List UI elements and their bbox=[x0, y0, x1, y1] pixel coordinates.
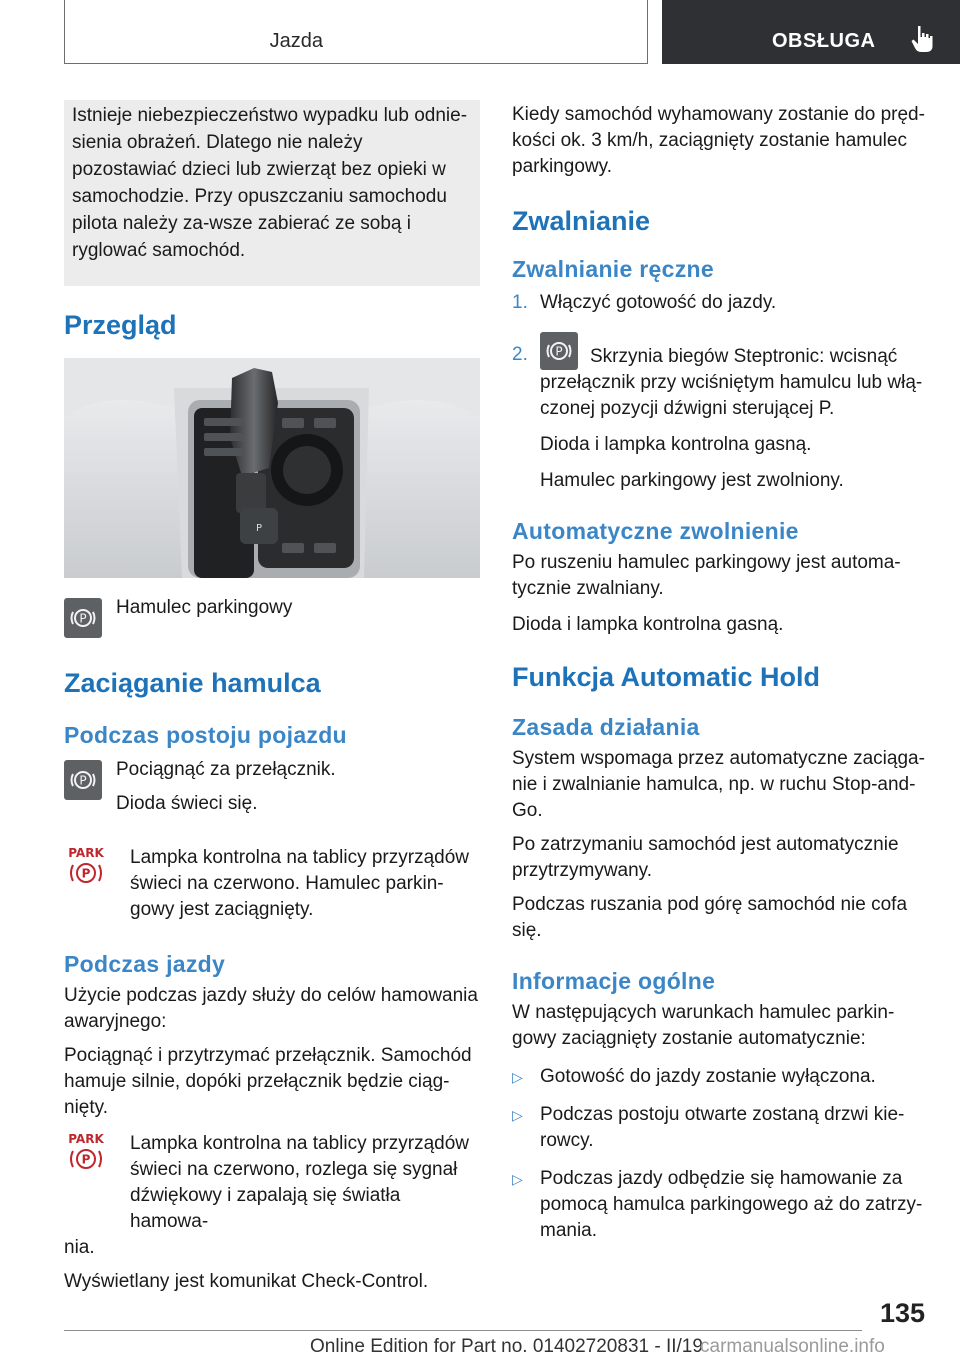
list-item-text: Podczas postoju otwarte zostaną drzwi kie-rowcy. bbox=[540, 1104, 905, 1151]
driving-indicator-continuation: nia. bbox=[64, 1237, 95, 1258]
section-title: Jazda bbox=[269, 30, 323, 52]
standstill-indicator-text: Lampka kontrolna na tablicy przyrządów świeci na czerwono. Hamulec parkin-gowy jest zaciągnięty. bbox=[130, 847, 470, 920]
svg-text:P: P bbox=[255, 523, 263, 534]
svg-text:PARK: PARK bbox=[68, 846, 104, 860]
apply-heading: Zaciąganie hamulca bbox=[64, 668, 321, 698]
tab-label: OBSŁUGA bbox=[772, 30, 876, 52]
manual-release-heading: Zwalnianie ręczne bbox=[512, 256, 714, 282]
auto-release-led-note: Dioda i lampka kontrolna gasną. bbox=[512, 614, 784, 635]
svg-text:P: P bbox=[81, 866, 91, 881]
svg-text:P: P bbox=[555, 344, 563, 359]
header-tab[interactable] bbox=[662, 0, 960, 64]
principle-text-1: System wspomaga przez automatyczne zaciąga-nie i zwalnianie hamulca, np. w ruchu Stop-and-Go. bbox=[512, 748, 925, 821]
footer-divider bbox=[64, 1330, 862, 1331]
standstill-indicator bbox=[64, 845, 480, 923]
bullet-icon: ▷ bbox=[512, 1171, 523, 1187]
parking-brake-switch-icon bbox=[540, 332, 578, 370]
svg-text:P: P bbox=[79, 773, 87, 788]
step-text: Włączyć gotowość do jazdy. bbox=[540, 292, 777, 313]
svg-text:P: P bbox=[81, 1152, 91, 1167]
parking-brake-switch-icon bbox=[64, 760, 102, 800]
pointing-hand-icon bbox=[909, 24, 935, 54]
principle-text-3: Podczas ruszania pod górę samochód nie cofa się. bbox=[512, 894, 908, 941]
list-item-text: Gotowość do jazdy zostanie wyłączona. bbox=[540, 1066, 876, 1087]
right-column bbox=[512, 100, 928, 1244]
list-item bbox=[512, 1102, 928, 1154]
left-column bbox=[64, 100, 480, 1295]
parking-brake-photo bbox=[64, 358, 480, 578]
driving-heading: Podczas jazdy bbox=[64, 951, 226, 977]
release-heading: Zwalnianie bbox=[512, 206, 651, 236]
step-number: 1. bbox=[512, 292, 528, 313]
watermark-text: carmanualsonline.info bbox=[700, 1336, 885, 1357]
page-number: 135 bbox=[880, 1298, 926, 1328]
overview-heading: Przegląd bbox=[64, 310, 177, 340]
principle-text-2: Po zatrzymaniu samochód jest automatycznie przytrzymywany. bbox=[512, 834, 899, 881]
step-text: Skrzynia biegów Steptronic: wcisnąć przełącznik przy wciśniętym hamulcu lub włą-czonej pozycji dźwigni sterującej P. bbox=[540, 346, 923, 419]
check-control-note: Wyświetlany jest komunikat Check-Control. bbox=[64, 1271, 429, 1292]
step-release-note: Hamulec parkingowy jest zwolniony. bbox=[540, 470, 844, 491]
park-warning-icon bbox=[64, 845, 118, 894]
photo-legend bbox=[64, 598, 480, 638]
console-illustration bbox=[64, 358, 480, 578]
step-number: 2. bbox=[512, 344, 528, 365]
standstill-heading: Podczas postoju pojazdu bbox=[64, 722, 347, 748]
park-warning-icon bbox=[64, 1131, 118, 1180]
manual-step-2 bbox=[512, 332, 928, 494]
warning-box bbox=[64, 100, 480, 286]
auto-release-heading: Automatyczne zwolnienie bbox=[512, 518, 799, 544]
warning-text: Istnieje niebezpieczeństwo wypadku lub odnie-sienia obrażeń. Dlatego nie należy pozostawiać dzieci lub zwierząt bez opieki w samochodzie. Przy opuszczaniu samochodu pilota należy za-wsze zabierać ze sobą i ryglować samochód. bbox=[72, 105, 468, 261]
step-led-note: Dioda i lampka kontrolna gasną. bbox=[540, 434, 812, 455]
driving-instruction: Pociągnąć i przytrzymać przełącznik. Samochód hamuje silnie, dopóki przełącznik będzie ciąg-nięty. bbox=[64, 1045, 472, 1118]
bullet-icon: ▷ bbox=[512, 1069, 523, 1085]
legend-text: Hamulec parkingowy bbox=[116, 597, 293, 618]
list-item-text: Podczas jazdy odbędzie się hamowanie za pomocą hamulca parkingowego aż do zatrzy-mania. bbox=[540, 1168, 923, 1241]
edition-text: Online Edition for Part no. 01402720831 - II/19 bbox=[310, 1336, 703, 1357]
manual-step-1 bbox=[512, 290, 928, 316]
list-item bbox=[512, 1064, 928, 1090]
standstill-instruction: Pociągnąć za przełącznik. bbox=[116, 759, 336, 780]
driving-intro: Użycie podczas jazdy służy do celów hamowania awaryjnego: bbox=[64, 985, 478, 1032]
parking-brake-switch-icon bbox=[64, 598, 102, 638]
standstill-step bbox=[64, 760, 480, 817]
driving-indicator bbox=[64, 1131, 480, 1235]
list-item bbox=[512, 1166, 928, 1244]
svg-text:P: P bbox=[79, 611, 87, 626]
svg-text:PARK: PARK bbox=[68, 1132, 104, 1146]
general-text: W następujących warunkach hamulec parkin-gowy zaciągnięty zostanie automatycznie: bbox=[512, 1002, 895, 1049]
header-frame bbox=[64, 0, 648, 64]
standstill-led-note: Dioda świeci się. bbox=[116, 793, 258, 814]
driving-indicator-text: Lampka kontrolna na tablicy przyrządów świeci na czerwono, rozlega się sygnał dźwiękowy i zapalają się światła hamowa- bbox=[130, 1133, 470, 1232]
release-intro: Kiedy samochód wyhamowany zostanie do pręd-kości ok. 3 km/h, zaciągnięty zostanie hamulec parkingowy. bbox=[512, 104, 925, 177]
general-heading: Informacje ogólne bbox=[512, 968, 716, 994]
bullet-icon: ▷ bbox=[512, 1107, 523, 1123]
auto-release-text: Po ruszeniu hamulec parkingowy jest automa-tycznie zwalniany. bbox=[512, 552, 901, 599]
principle-heading: Zasada działania bbox=[512, 714, 700, 740]
hold-heading: Funkcja Automatic Hold bbox=[512, 662, 821, 692]
